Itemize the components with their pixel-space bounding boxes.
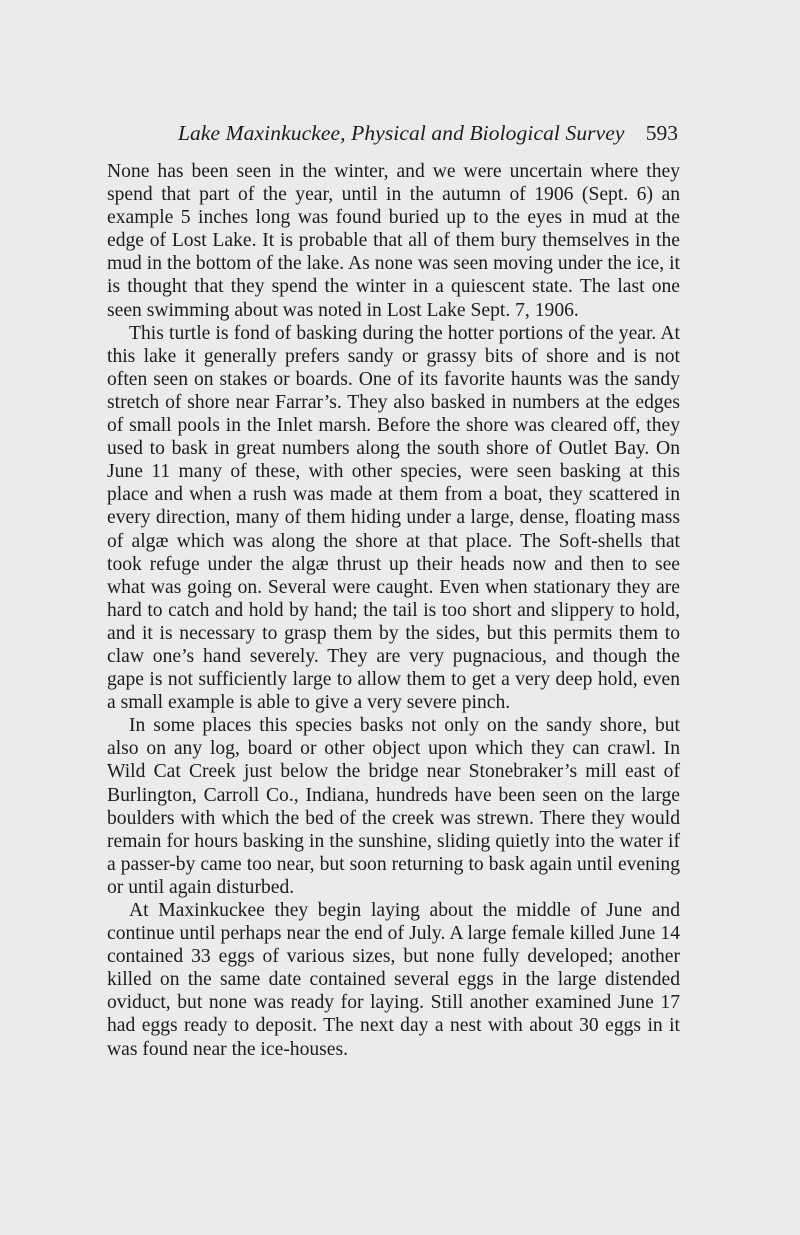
running-head	[178, 121, 678, 151]
body-text	[107, 160, 680, 1061]
paragraph-basking: This turtle is fond of basking during the hotter portions of the year. At this lake it generally prefers sandy or grassy bits of shore and is not often seen on stakes or boards. One of its favorite haunts was the sandy stretch of shore near Farrar’s. They also basked in numbers at the edges of small pools in the Inlet marsh. Before the shore was cleared off, they used to bask in great numbers along the south shore of Outlet Bay. On June 11 many of these, with other species, were seen basking at this place and when a rush was made at them from a boat, they scattered in every direction, many of them hiding under a large, dense, floating mass of algæ which was along the shore at that place. The Soft-shells that took refuge under the algæ thrust up their heads now and then to see what was going on. Several were caught. Even when stationary they are hard to catch and hold by hand; the tail is too short and slippery to hold, and it is necessary to grasp them by the sides, but this permits them to claw one’s hand severely. They are very pugnacious, and though the gape is not sufficiently large to allow them to get a very deep hold, even a small example is able to give a very severe pinch.	[107, 322, 680, 714]
paragraph-laying: At Maxinkuckee they begin laying about the middle of June and continue until perhaps near the end of July. A large female killed June 14 contained 33 eggs of various sizes, but none fully developed; another killed on the same date contained several eggs in the large distended oviduct, but none was ready for laying. Still another examined June 17 had eggs ready to deposit. The next day a nest with about 30 eggs in it was found near the ice-houses.	[107, 900, 680, 1060]
paragraph-basking-locations: In some places this species basks not only on the sandy shore, but also on any log, board or other object upon which they can crawl. In Wild Cat Creek just below the bridge near Stonebraker’s mill east of Burlington, Carroll Co., Indiana, hundreds have been seen on the large boulders with which the bed of the creek was strewn. There they would remain for hours basking in the sunshine, sliding quietly into the water if a passer-by came too near, but soon returning to bask again until evening or until again disturbed.	[107, 715, 680, 898]
paragraph-winter-habits: None has been seen in the winter, and we were uncertain where they spend that part of the year, until in the autumn of 1906 (Sept. 6) an example 5 inches long was found buried up to the eyes in mud at the edge of Lost Lake. It is probable that all of them bury themselves in the mud in the bottom of the lake. As none was seen moving under the ice, it is thought that they spend the winter in a quiescent state. The last one seen swimming about was noted in Lost Lake Sept. 7, 1906.	[107, 161, 680, 321]
running-title: Lake Maxinkuckee, Physical and Biological Survey	[178, 121, 625, 145]
page-number: 593	[645, 121, 678, 145]
